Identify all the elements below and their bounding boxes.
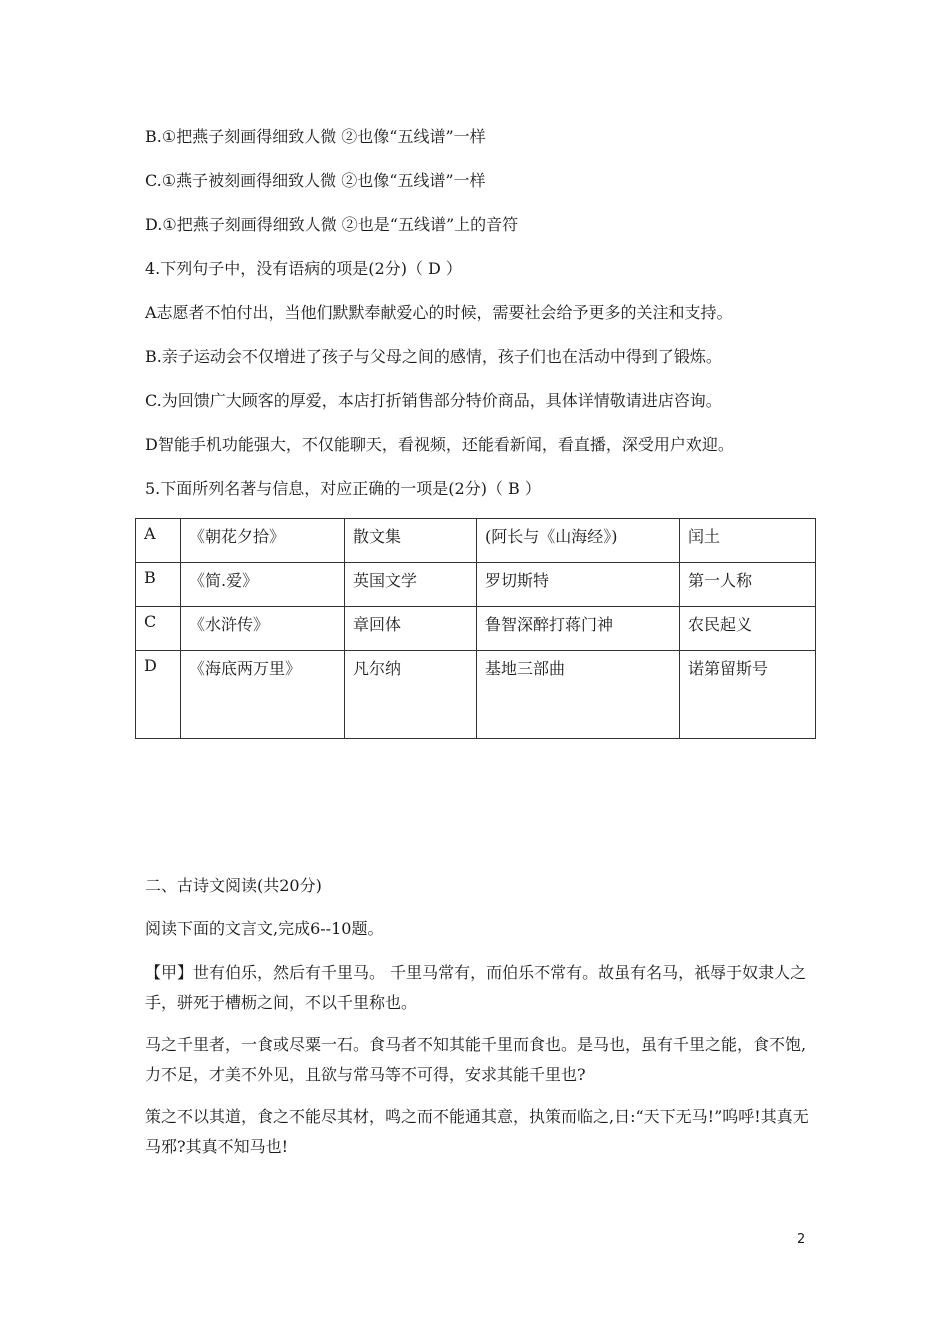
table-cell: 《水浒传》	[181, 607, 345, 651]
table-cell: 英国文学	[345, 563, 477, 607]
table-cell: (阿长与《山海经》)	[477, 519, 680, 563]
table-cell: 基地三部曲	[477, 651, 680, 739]
question4-option-b: B.亲子运动会不仅增进了孩子与父母之间的感情，孩子们也在活动中得到了锻炼。	[145, 347, 722, 366]
table-cell: D	[136, 651, 181, 739]
table-row	[136, 519, 816, 563]
page-number: 2	[797, 1232, 806, 1247]
table-cell: 鲁智深醉打蒋门神	[477, 607, 680, 651]
question4-option-c: C.为回馈广大顾客的厚爱，本店打折销售部分特价商品，具体详情敬请进店咨询。	[145, 391, 722, 410]
table-row	[136, 651, 816, 739]
table-cell: 罗切斯特	[477, 563, 680, 607]
table-cell: 诺第留斯号	[680, 651, 816, 739]
table-cell: 闰土	[680, 519, 816, 563]
table-cell: 第一人称	[680, 563, 816, 607]
table-cell: 《朝花夕拾》	[181, 519, 345, 563]
passage-text: 世有伯乐，然后有千里马。 千里马常有，而伯乐不常有。故虽有名马，祇辱于奴隶人之手，骈死于槽枥之间，不以千里称也。	[145, 963, 807, 1012]
question4-option-d: D智能手机功能强大，不仅能聊天，看视频，还能看新闻，看直播，深受用户欢迎。	[145, 435, 734, 454]
question3-option-c: C.①燕子被刻画得细致人微 ②也像“五线谱”一样	[145, 171, 486, 190]
table-cell: C	[136, 607, 181, 651]
table-cell: 凡尔纳	[345, 651, 477, 739]
passage-paragraph-3: 策之不以其道，食之不能尽其材，鸣之而不能通其意，执策而临之,日:“天下无马!”呜呼!其真无马邪?其真不知马也!	[145, 1107, 809, 1156]
question3-option-b: B.①把燕子刻画得细致人微 ②也像“五线谱”一样	[145, 127, 486, 146]
table-cell: A	[136, 519, 181, 563]
section-heading: 二、古诗文阅读(共20分)	[145, 876, 322, 895]
classics-table	[135, 518, 816, 739]
table-cell: 《简.爱》	[181, 563, 345, 607]
table-cell: 章回体	[345, 607, 477, 651]
table-row	[136, 563, 816, 607]
question5-stem: 5.下面所列名著与信息，对应正确的一项是(2分)（ B ）	[145, 479, 541, 498]
table-cell: B	[136, 563, 181, 607]
passage-paragraph-2: 马之千里者，一食或尽粟一石。食马者不知其能千里而食也。是马也，虽有千里之能，食不饱,力不足，才美不外见，且欲与常马等不可得，安求其能千里也?	[145, 1035, 807, 1084]
question4-option-a: A志愿者不怕付出，当他们默默奉献爱心的时候，需要社会给予更多的关注和支持。	[145, 303, 733, 322]
table-cell: 散文集	[345, 519, 477, 563]
passage-label: 【甲】	[145, 963, 194, 982]
table-row	[136, 607, 816, 651]
reading-instruction: 阅读下面的文言文,完成6--10题。	[145, 919, 384, 938]
table-cell: 《海底两万里》	[181, 651, 345, 739]
passage-paragraph-1	[145, 958, 815, 1018]
question3-option-d: D.①把燕子刻画得细致人微 ②也是“五线谱”上的音符	[145, 215, 519, 234]
table-cell: 农民起义	[680, 607, 816, 651]
question4-stem: 4.下列句子中，没有语病的项是(2分)（ D ）	[145, 259, 462, 278]
